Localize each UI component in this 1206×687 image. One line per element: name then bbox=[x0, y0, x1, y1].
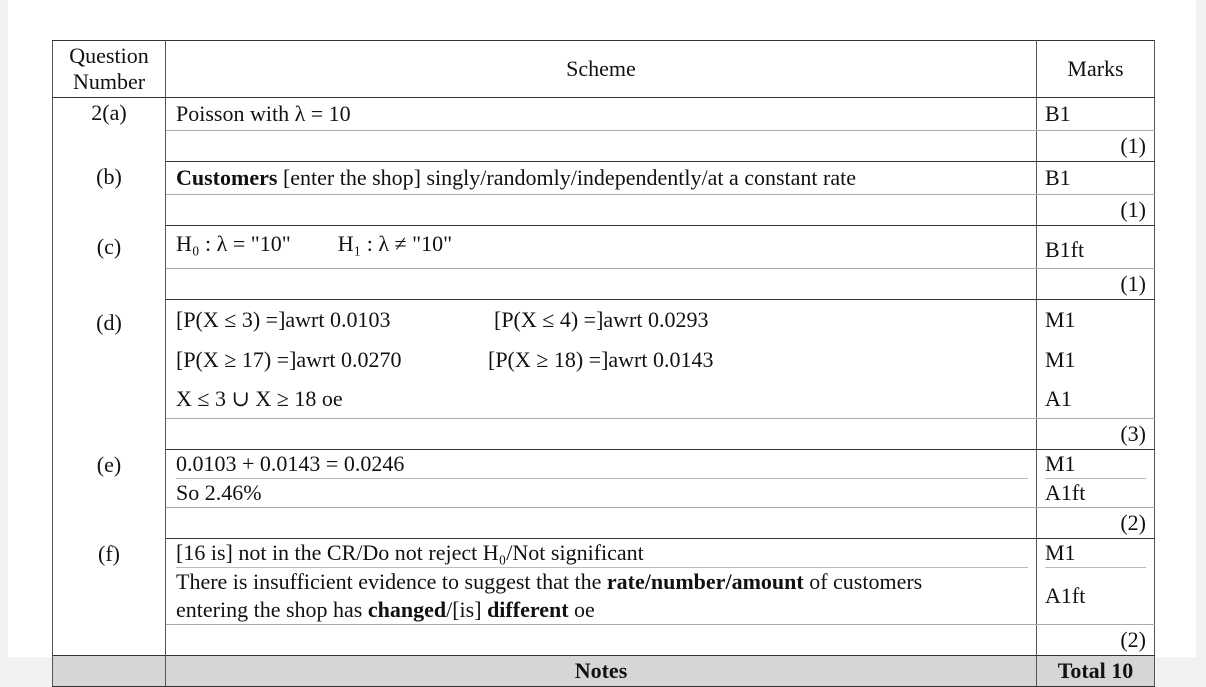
question-number-f: (f) bbox=[53, 539, 166, 656]
question-number-header: Question Number bbox=[53, 41, 166, 98]
question-number-e: (e) bbox=[53, 450, 166, 539]
hypothesis-h1: H₁ : λ ≠ "10" bbox=[337, 231, 453, 256]
prob-d-4: [P(X ≥ 18) =]awrt 0.0143 bbox=[488, 347, 714, 372]
row-a-total bbox=[53, 131, 1155, 162]
prob-d-3: [P(X ≥ 17) =]awrt 0.0270 bbox=[176, 347, 402, 372]
marks-header: Marks bbox=[1037, 41, 1155, 98]
document-page bbox=[8, 0, 1196, 683]
row-d bbox=[53, 300, 1155, 419]
row-c bbox=[53, 226, 1155, 269]
marks-f bbox=[1037, 539, 1155, 625]
conclusion-f-3: entering the shop has changed/[is] different oe bbox=[176, 597, 595, 622]
row-c-total bbox=[53, 269, 1155, 300]
notes-row bbox=[53, 656, 1155, 687]
header-row bbox=[53, 41, 1155, 98]
mark-e-1: M1 bbox=[1045, 450, 1146, 479]
mark-f-1: M1 bbox=[1045, 539, 1146, 568]
scheme-c bbox=[166, 226, 1037, 269]
total-d: (3) bbox=[1037, 419, 1155, 450]
conclusion-f-2: There is insufficient evidence to suggest that the rate/number/amount of customers bbox=[176, 569, 923, 594]
row-e bbox=[53, 450, 1155, 508]
prob-d-1: [P(X ≤ 3) =]awrt 0.0103 bbox=[176, 307, 391, 332]
scheme-b-bold: Customers bbox=[176, 165, 278, 190]
mark-e-2: A1ft bbox=[1045, 480, 1086, 505]
scheme-b bbox=[166, 162, 1037, 195]
mark-c: B1ft bbox=[1037, 226, 1155, 269]
row-b-total bbox=[53, 195, 1155, 226]
total-a: (1) bbox=[1037, 131, 1155, 162]
question-number-c: (c) bbox=[53, 226, 166, 300]
sum-e: 0.0103 + 0.0143 = 0.0246 bbox=[176, 450, 1028, 479]
mark-d-2: M1 bbox=[1045, 347, 1076, 372]
conclusion-f-1: [16 is] not in the CR/Do not reject H₀/Not significant bbox=[176, 539, 1028, 568]
row-f-total bbox=[53, 625, 1155, 656]
row-a bbox=[53, 98, 1155, 131]
scheme-e bbox=[166, 450, 1037, 508]
prob-d-2: [P(X ≤ 4) =]awrt 0.0293 bbox=[494, 307, 709, 332]
row-e-total bbox=[53, 508, 1155, 539]
marks-d bbox=[1037, 300, 1155, 419]
mark-a: B1 bbox=[1037, 98, 1155, 131]
hypothesis-h0: H₀ : λ = "10" bbox=[176, 231, 291, 256]
mark-f-2: A1ft bbox=[1045, 583, 1086, 608]
total-b: (1) bbox=[1037, 195, 1155, 226]
question-number-d: (d) bbox=[53, 300, 166, 450]
percent-e: So 2.46% bbox=[176, 480, 262, 505]
total-f: (2) bbox=[1037, 625, 1155, 656]
mark-scheme-table bbox=[52, 40, 1155, 687]
scheme-header: Scheme bbox=[166, 41, 1037, 98]
scheme-d bbox=[166, 300, 1037, 419]
row-d-total bbox=[53, 419, 1155, 450]
question-number-b: (b) bbox=[53, 162, 166, 226]
question-number-a: 2(a) bbox=[53, 98, 166, 162]
notes-label: Notes bbox=[166, 656, 1037, 687]
critical-region-d: X ≤ 3 ∪ X ≥ 18 oe bbox=[176, 386, 343, 411]
scheme-a: Poisson with λ = 10 bbox=[166, 98, 1037, 131]
row-b bbox=[53, 162, 1155, 195]
mark-d-3: A1 bbox=[1045, 386, 1072, 411]
total-c: (1) bbox=[1037, 269, 1155, 300]
total-e: (2) bbox=[1037, 508, 1155, 539]
total-marks: Total 10 bbox=[1037, 656, 1155, 687]
mark-b: B1 bbox=[1037, 162, 1155, 195]
mark-d-1: M1 bbox=[1045, 307, 1076, 332]
row-f bbox=[53, 539, 1155, 625]
marks-e bbox=[1037, 450, 1155, 508]
scheme-f bbox=[166, 539, 1037, 625]
scheme-b-text: [enter the shop] singly/randomly/independently/at a constant rate bbox=[277, 165, 856, 190]
